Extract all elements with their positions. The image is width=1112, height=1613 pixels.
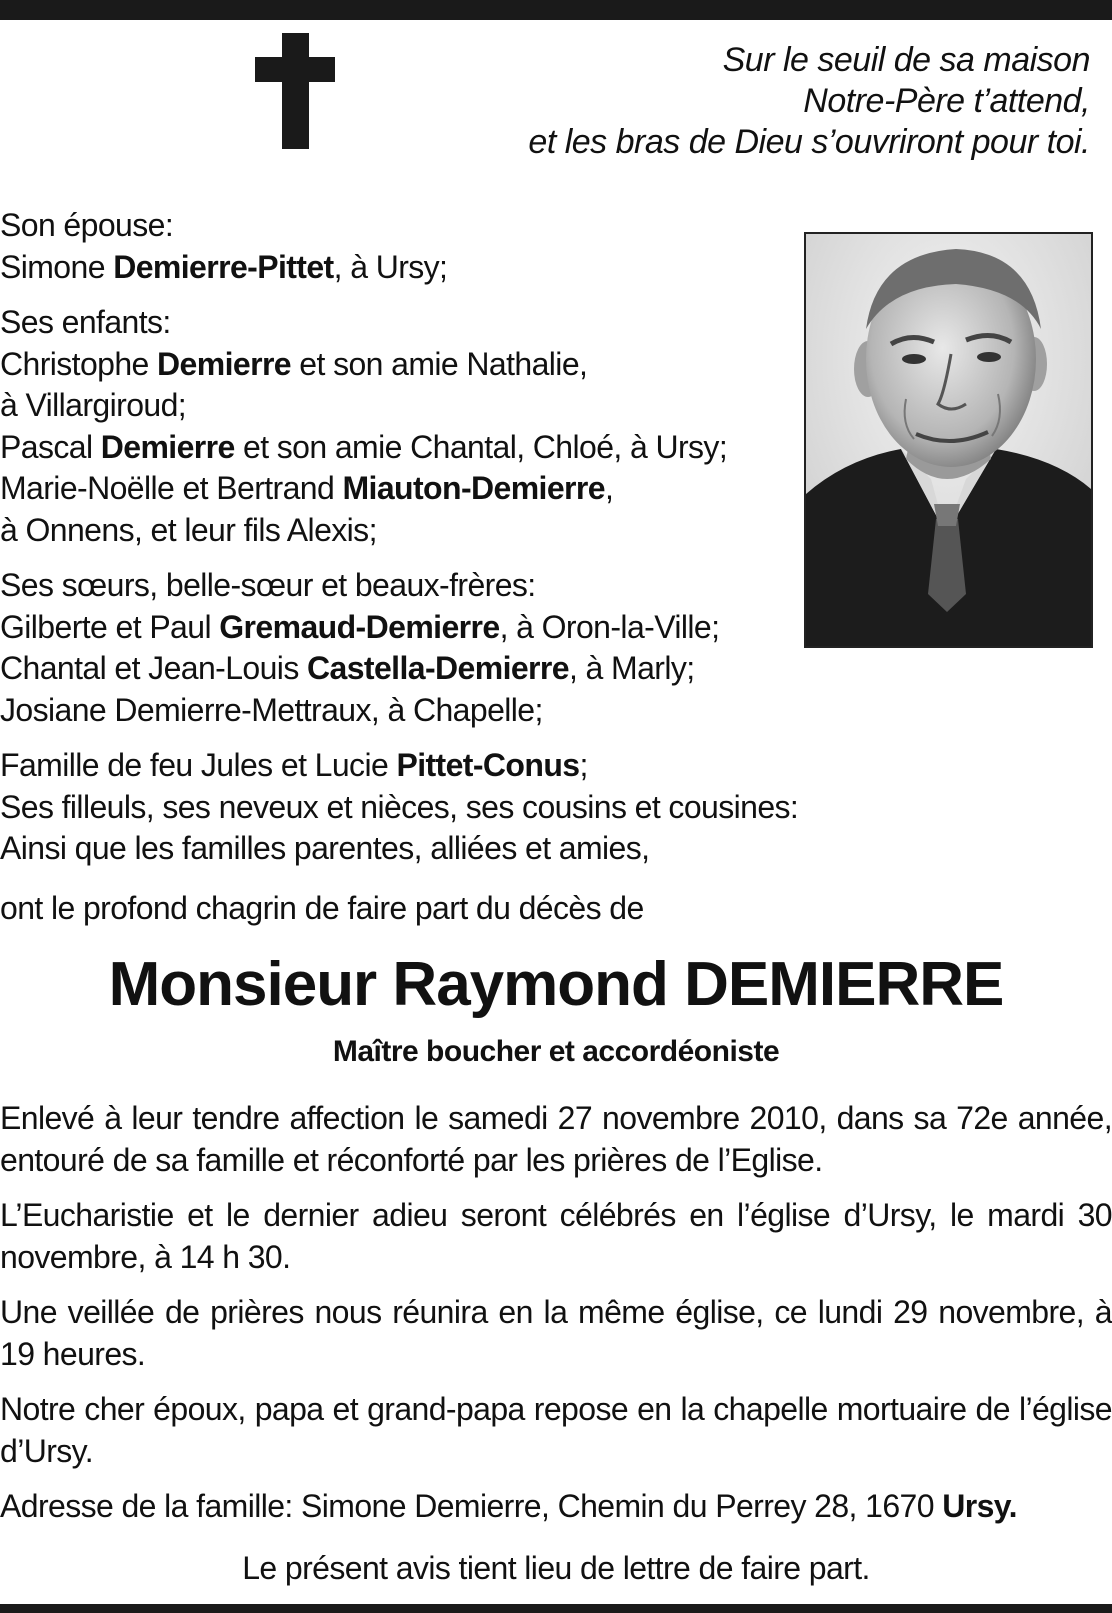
verse-line: Sur le seuil de sa maison xyxy=(722,41,1090,79)
verse-line: et les bras de Dieu s’ouvriront pour toi. xyxy=(528,123,1090,161)
top-border-bar xyxy=(0,0,1112,20)
announcement-intro: ont le profond chagrin de faire part du décès de xyxy=(0,890,644,926)
verse-quote xyxy=(390,40,1090,163)
family-list xyxy=(0,205,860,884)
children-group: Ses enfants: Christophe Demierre et son amie Nathalie, à Villargiroud; Pascal Demierre et son amie Chantal, Chloé, à Ursy; Marie-Noëlle et Bertrand Miauton-Demierre, à Onnens, et leur fils Alexis; xyxy=(0,304,728,548)
siblings-group: Ses sœurs, belle-sœur et beaux-frères: Gilberte et Paul Gremaud-Demierre, à Oron-la-Ville; Chantal et Jean-Louis Castella-Demierre, à Marly; Josiane Demierre-Mettraux, à Chapelle; xyxy=(0,567,720,728)
family-name: Miauton-Demierre xyxy=(342,470,605,506)
family-name: Demierre-Pittet xyxy=(113,248,334,285)
family-name: Pittet-Conus xyxy=(396,747,580,783)
deceased-role: Maître boucher et accordéoniste xyxy=(332,1035,780,1068)
verse-line: Notre-Père t’attend, xyxy=(803,82,1090,120)
family-name: Castella-Demierre xyxy=(307,650,569,686)
family-name: Demierre xyxy=(100,428,235,465)
family-address: Adresse de la famille: Simone Demierre, Chemin du Perrey 28, 1670 Ursy. xyxy=(0,1488,1017,1524)
family-name: Demierre xyxy=(157,345,291,382)
body-paragraph: Une veillée de prières nous réunira en la même église, ce lundi 29 novembre, à 19 heures. xyxy=(0,1294,1112,1372)
family-name: Gremaud-Demierre xyxy=(219,608,500,645)
notice-body xyxy=(0,1098,1112,1542)
spouse-group: Son épouse: Simone Demierre-Pittet, à Ursy; xyxy=(0,207,448,285)
deceased-name: Monsieur Raymond DEMIERRE xyxy=(108,950,1004,1019)
body-paragraph: L’Eucharistie et le dernier adieu seront célébrés en l’église d’Ursy, le mardi 30 novembre, à 14 h 30. xyxy=(0,1197,1112,1275)
body-paragraph: Enlevé à leur tendre affection le samedi 27 novembre 2010, dans sa 72e année, entouré de sa famille et réconforté par les prières de l’Eglise. xyxy=(0,1100,1112,1178)
closing-note: Le présent avis tient lieu de lettre de faire part. xyxy=(242,1550,870,1586)
bottom-border-bar xyxy=(0,1604,1112,1613)
cross-icon xyxy=(255,33,335,149)
heading-spouse: Son épouse: xyxy=(0,207,174,243)
heading-children: Ses enfants: xyxy=(0,304,171,340)
address-city: Ursy. xyxy=(942,1488,1017,1524)
body-paragraph: Notre cher époux, papa et grand-papa repose en la chapelle mortuaire de l’église d’Ursy. xyxy=(0,1391,1112,1469)
others-group: Famille de feu Jules et Lucie Pittet-Conus; Ses filleuls, ses neveux et nièces, ses cousins et cousines: Ainsi que les familles parentes, alliées et amies, xyxy=(0,747,799,866)
heading-siblings: Ses sœurs, belle-sœur et beaux-frères: xyxy=(0,567,536,603)
